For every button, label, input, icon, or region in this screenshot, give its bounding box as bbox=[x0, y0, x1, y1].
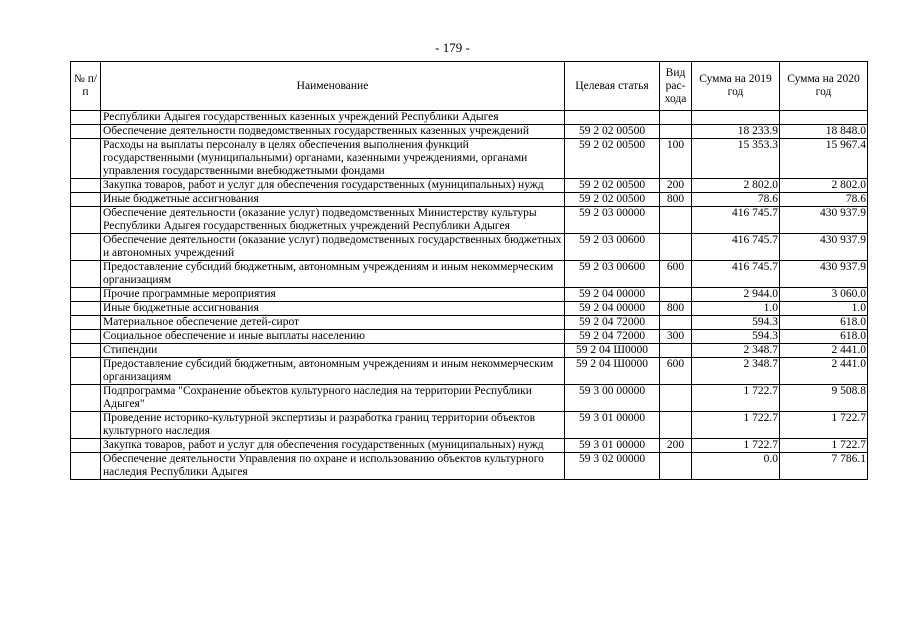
header-name: Наименование bbox=[101, 62, 565, 111]
row-kind-cell bbox=[660, 125, 692, 139]
row-sum-2019-cell bbox=[692, 111, 780, 125]
row-number-cell bbox=[71, 288, 101, 302]
table-row bbox=[71, 125, 868, 139]
row-number-cell bbox=[71, 179, 101, 193]
row-name-cell: Подпрограмма "Сохранение объектов культурного наследия на территории Республики Адыгея" bbox=[101, 385, 565, 412]
row-code-cell: 59 2 02 00500 bbox=[565, 139, 660, 179]
row-code-cell: 59 2 04 00000 bbox=[565, 302, 660, 316]
row-number-cell bbox=[71, 330, 101, 344]
row-code-cell: 59 3 00 00000 bbox=[565, 385, 660, 412]
row-kind-cell: 200 bbox=[660, 439, 692, 453]
row-sum-2020-cell: 15 967.4 bbox=[780, 139, 868, 179]
row-name-cell: Республики Адыгея государственных казенных учреждений Республики Адыгея bbox=[101, 111, 565, 125]
row-kind-cell: 800 bbox=[660, 193, 692, 207]
header-sum-2019: Сумма на 2019 год bbox=[692, 62, 780, 111]
page-number: - 179 - bbox=[435, 40, 470, 55]
row-kind-cell bbox=[660, 344, 692, 358]
header-num: № п/п bbox=[71, 62, 101, 111]
row-sum-2019-cell: 18 233.9 bbox=[692, 125, 780, 139]
row-code-cell: 59 2 04 Ш0000 bbox=[565, 358, 660, 385]
header-kind: Вид рас-хода bbox=[660, 62, 692, 111]
table-row bbox=[71, 111, 868, 125]
row-sum-2020-cell: 78.6 bbox=[780, 193, 868, 207]
table-row bbox=[71, 207, 868, 234]
row-number-cell bbox=[71, 453, 101, 480]
row-name-cell: Обеспечение деятельности (оказание услуг) подведомственных Министерству культуры Республики Адыгея государственных бюджетных учреждений Республики Адыгея bbox=[101, 207, 565, 234]
row-kind-cell bbox=[660, 412, 692, 439]
row-name-cell: Иные бюджетные ассигнования bbox=[101, 193, 565, 207]
row-code-cell: 59 2 04 00000 bbox=[565, 288, 660, 302]
row-number-cell bbox=[71, 125, 101, 139]
row-sum-2019-cell: 2 348.7 bbox=[692, 358, 780, 385]
table-row bbox=[71, 330, 868, 344]
row-sum-2019-cell: 1.0 bbox=[692, 302, 780, 316]
budget-table bbox=[70, 61, 868, 480]
row-number-cell bbox=[71, 316, 101, 330]
table-row bbox=[71, 412, 868, 439]
header-code: Целевая статья bbox=[565, 62, 660, 111]
table-row bbox=[71, 453, 868, 480]
row-kind-cell: 300 bbox=[660, 330, 692, 344]
row-sum-2020-cell: 9 508.8 bbox=[780, 385, 868, 412]
table-row bbox=[71, 439, 868, 453]
row-name-cell: Стипендии bbox=[101, 344, 565, 358]
row-name-cell: Предоставление субсидий бюджетным, автономным учреждениям и иным некоммерческим организациям bbox=[101, 261, 565, 288]
row-kind-cell bbox=[660, 453, 692, 480]
row-code-cell: 59 2 02 00500 bbox=[565, 193, 660, 207]
row-sum-2020-cell: 430 937.9 bbox=[780, 207, 868, 234]
row-code-cell: 59 2 03 00600 bbox=[565, 234, 660, 261]
table-row bbox=[71, 316, 868, 330]
row-number-cell bbox=[71, 358, 101, 385]
row-sum-2020-cell: 618.0 bbox=[780, 330, 868, 344]
row-code-cell: 59 2 02 00500 bbox=[565, 125, 660, 139]
row-name-cell: Предоставление субсидий бюджетным, автономным учреждениям и иным некоммерческим организациям bbox=[101, 358, 565, 385]
row-sum-2020-cell: 430 937.9 bbox=[780, 234, 868, 261]
row-sum-2019-cell: 2 802.0 bbox=[692, 179, 780, 193]
row-name-cell: Проведение историко-культурной экспертизы и разработка границ территории объектов культурного наследия bbox=[101, 412, 565, 439]
row-kind-cell: 600 bbox=[660, 261, 692, 288]
row-sum-2019-cell: 594.3 bbox=[692, 316, 780, 330]
row-sum-2020-cell: 18 848.0 bbox=[780, 125, 868, 139]
row-number-cell bbox=[71, 344, 101, 358]
row-code-cell: 59 3 01 00000 bbox=[565, 412, 660, 439]
row-code-cell: 59 3 01 00000 bbox=[565, 439, 660, 453]
row-sum-2019-cell: 2 348.7 bbox=[692, 344, 780, 358]
row-kind-cell bbox=[660, 316, 692, 330]
row-sum-2019-cell: 1 722.7 bbox=[692, 412, 780, 439]
row-code-cell: 59 2 03 00000 bbox=[565, 207, 660, 234]
table-row bbox=[71, 358, 868, 385]
row-code-cell bbox=[565, 111, 660, 125]
row-number-cell bbox=[71, 261, 101, 288]
table-row bbox=[71, 288, 868, 302]
row-number-cell bbox=[71, 111, 101, 125]
row-kind-cell bbox=[660, 207, 692, 234]
row-sum-2020-cell: 2 441.0 bbox=[780, 358, 868, 385]
row-code-cell: 59 2 04 Ш0000 bbox=[565, 344, 660, 358]
row-sum-2019-cell: 416 745.7 bbox=[692, 207, 780, 234]
row-sum-2020-cell: 2 802.0 bbox=[780, 179, 868, 193]
row-sum-2019-cell: 0.0 bbox=[692, 453, 780, 480]
row-name-cell: Обеспечение деятельности (оказание услуг) подведомственных государственных бюджетных и автономных учреждений bbox=[101, 234, 565, 261]
row-sum-2020-cell: 7 786.1 bbox=[780, 453, 868, 480]
row-sum-2020-cell: 2 441.0 bbox=[780, 344, 868, 358]
row-code-cell: 59 2 03 00600 bbox=[565, 261, 660, 288]
table-row bbox=[71, 385, 868, 412]
row-sum-2020-cell: 618.0 bbox=[780, 316, 868, 330]
row-kind-cell: 800 bbox=[660, 302, 692, 316]
row-number-cell bbox=[71, 193, 101, 207]
row-name-cell: Закупка товаров, работ и услуг для обеспечения государственных (муниципальных) нужд bbox=[101, 439, 565, 453]
row-name-cell: Обеспечение деятельности подведомственных государственных казенных учреждений bbox=[101, 125, 565, 139]
header-sum-2020: Сумма на 2020 год bbox=[780, 62, 868, 111]
row-sum-2019-cell: 1 722.7 bbox=[692, 385, 780, 412]
row-kind-cell bbox=[660, 385, 692, 412]
table-row bbox=[71, 234, 868, 261]
row-name-cell: Материальное обеспечение детей-сирот bbox=[101, 316, 565, 330]
row-kind-cell bbox=[660, 288, 692, 302]
table-row bbox=[71, 261, 868, 288]
row-code-cell: 59 3 02 00000 bbox=[565, 453, 660, 480]
row-sum-2019-cell: 2 944.0 bbox=[692, 288, 780, 302]
row-number-cell bbox=[71, 439, 101, 453]
table-row bbox=[71, 179, 868, 193]
row-sum-2020-cell: 1 722.7 bbox=[780, 412, 868, 439]
row-code-cell: 59 2 04 72000 bbox=[565, 330, 660, 344]
row-kind-cell: 200 bbox=[660, 179, 692, 193]
row-number-cell bbox=[71, 385, 101, 412]
row-name-cell: Закупка товаров, работ и услуг для обеспечения государственных (муниципальных) нужд bbox=[101, 179, 565, 193]
row-sum-2019-cell: 594.3 bbox=[692, 330, 780, 344]
row-sum-2020-cell bbox=[780, 111, 868, 125]
row-name-cell: Прочие программные мероприятия bbox=[101, 288, 565, 302]
row-sum-2019-cell: 416 745.7 bbox=[692, 234, 780, 261]
row-kind-cell bbox=[660, 234, 692, 261]
row-number-cell bbox=[71, 412, 101, 439]
table-body bbox=[71, 111, 868, 480]
row-kind-cell: 100 bbox=[660, 139, 692, 179]
row-name-cell: Обеспечение деятельности Управления по охране и использованию объектов культурного наследия Республики Адыгея bbox=[101, 453, 565, 480]
row-sum-2019-cell: 1 722.7 bbox=[692, 439, 780, 453]
row-code-cell: 59 2 04 72000 bbox=[565, 316, 660, 330]
row-number-cell bbox=[71, 207, 101, 234]
table-row bbox=[71, 344, 868, 358]
row-kind-cell bbox=[660, 111, 692, 125]
row-name-cell: Расходы на выплаты персоналу в целях обеспечения выполнения функций государственными (муниципальными) органами, казенными учреждениями, органами управления государственными внебюджетными фондами bbox=[101, 139, 565, 179]
row-sum-2020-cell: 3 060.0 bbox=[780, 288, 868, 302]
table-row bbox=[71, 139, 868, 179]
row-sum-2019-cell: 15 353.3 bbox=[692, 139, 780, 179]
row-name-cell: Иные бюджетные ассигнования bbox=[101, 302, 565, 316]
row-sum-2019-cell: 78.6 bbox=[692, 193, 780, 207]
row-kind-cell: 600 bbox=[660, 358, 692, 385]
row-sum-2020-cell: 1.0 bbox=[780, 302, 868, 316]
row-name-cell: Социальное обеспечение и иные выплаты населению bbox=[101, 330, 565, 344]
row-number-cell bbox=[71, 302, 101, 316]
row-sum-2019-cell: 416 745.7 bbox=[692, 261, 780, 288]
table-row bbox=[71, 302, 868, 316]
table-header-row bbox=[71, 62, 868, 111]
row-number-cell bbox=[71, 234, 101, 261]
row-sum-2020-cell: 1 722.7 bbox=[780, 439, 868, 453]
table-row bbox=[71, 193, 868, 207]
row-sum-2020-cell: 430 937.9 bbox=[780, 261, 868, 288]
row-code-cell: 59 2 02 00500 bbox=[565, 179, 660, 193]
row-number-cell bbox=[71, 139, 101, 179]
